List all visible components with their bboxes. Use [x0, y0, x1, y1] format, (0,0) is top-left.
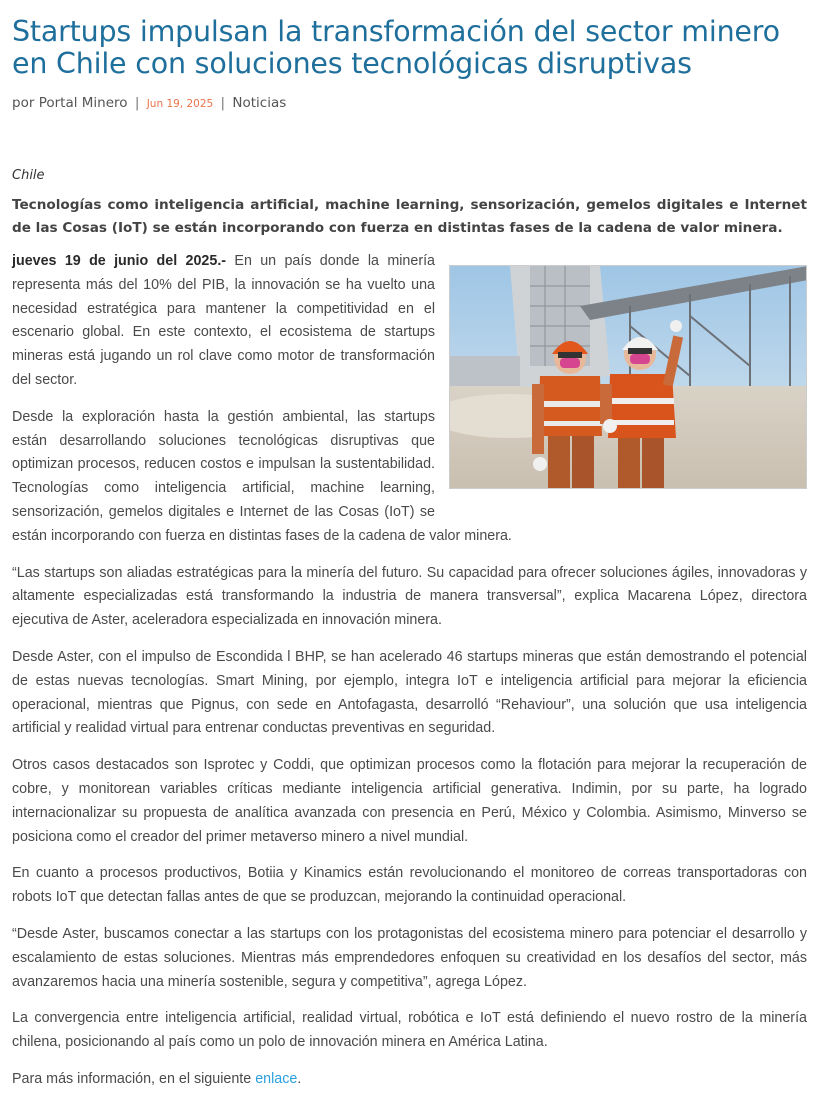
dateline: jueves 19 de junio del 2025.-: [12, 253, 227, 269]
paragraph-6: En cuanto a procesos productivos, Botiia y Kinamics están revolucionando el monitoreo de correas transportadoras con robots IoT que detectan fallas antes de que se produzcan, mejorando la continuidad operacional.: [12, 865, 807, 906]
more-info-end: .: [297, 1070, 302, 1087]
paragraph-7: “Desde Aster, buscamos conectar a las startups con los protagonistas del ecosistema minero para potenciar el desarrollo y escalamiento de estas soluciones. Mientras más emprendedores enfoquen su creatividad en los desafíos del sector, más avanzaremos hacia una minería sostenible, segura y competitiva”, agrega López.: [12, 925, 807, 990]
article: [0, 16, 826, 1105]
article-body: [12, 250, 807, 1092]
article-title: Startups impulsan la transformación del sector minero en Chile con soluciones tecnológicas disruptivas: [12, 15, 780, 80]
article-photo: [449, 265, 807, 489]
paragraph-8: La convergencia entre inteligencia artificial, realidad virtual, robótica e IoT está definiendo el nuevo rostro de la minería chilena, posicionando al país como un polo de innovación minera en América Latina.: [12, 1010, 807, 1051]
region-label: Chile: [12, 168, 45, 183]
paragraph-3: “Las startups son aliadas estratégicas para la minería del futuro. Su capacidad para ofrecer soluciones ágiles, innovadoras y altamente especializadas está transformando la industria de manera transversal”, explica Macarena López, directora ejecutiva de Aster, aceleradora especializada en innovación minera.: [12, 564, 807, 629]
paragraph-2: Desde la exploración hasta la gestión ambiental, las startups están desarrollando soluciones tecnológicas disruptivas que optimizan procesos, reducen costos e impulsan la sustentabilidad. Tecnologías como inteligencia artificial, machine learning, sensorización, gemelos digitales e Internet de las Cosas (IoT) se están incorporando con fuerza en distintas fases de la cadena de valor minera.: [12, 408, 512, 544]
more-info-text: Para más información, en el siguiente: [12, 1070, 256, 1087]
byline-prefix: por: [12, 95, 35, 111]
paragraph-1-text: En un país donde la minería representa más del 10% del PIB, la innovación se ha vuelto una necesidad estratégica para mantener la competitividad en el escenario global. En este contexto, el ecosistema de startups mineras está jugando un rol clave como motor de transformación del sector.: [12, 253, 436, 388]
paragraph-5: Otros casos destacados son Isprotec y Coddi, que optimizan procesos como la flotación para mejorar la recuperación de cobre, y monitorean variables críticas mediante inteligencia artificial generativa. Indimin, por su parte, ha logrado internacionalizar su propuesta de analítica avanzada con presencia en Perú, México y Colombia. Asimismo, Minverso se posiciona como el creador del primer metaverso minero a nivel mundial.: [12, 757, 807, 845]
paragraph-9: [12, 1068, 807, 1092]
more-info-link[interactable]: enlace: [255, 1070, 298, 1087]
publish-date: Jun 19, 2025: [146, 98, 214, 110]
article-lead: Tecnologías como inteligencia artificial, machine learning, sensorización, gemelos digitales e Internet de las Cosas (IoT) se están incorporando con fuerza en distintas fases de la cadena de valor minera.: [12, 197, 807, 236]
meta-separator: |: [134, 95, 140, 111]
meta-separator: |: [220, 95, 226, 111]
author-link[interactable]: Portal Minero: [38, 95, 128, 111]
category-link[interactable]: Noticias: [232, 95, 287, 111]
mine-workers-photo: [450, 266, 807, 489]
paragraph-4: Desde Aster, con el impulso de Escondida l BHP, se han acelerado 46 startups mineras que están demostrando el potencial de estas nuevas tecnologías. Smart Mining, por ejemplo, integra IoT e inteligencia artificial para mejorar la eficiencia operacional, mientras que Pignus, con sede en Antofagasta, desarrolló “Rehaviour”, una solución que usa inteligencia artificial y realidad virtual para entrenar conductas preventivas en seguridad.: [12, 648, 807, 737]
article-meta: [12, 93, 807, 114]
